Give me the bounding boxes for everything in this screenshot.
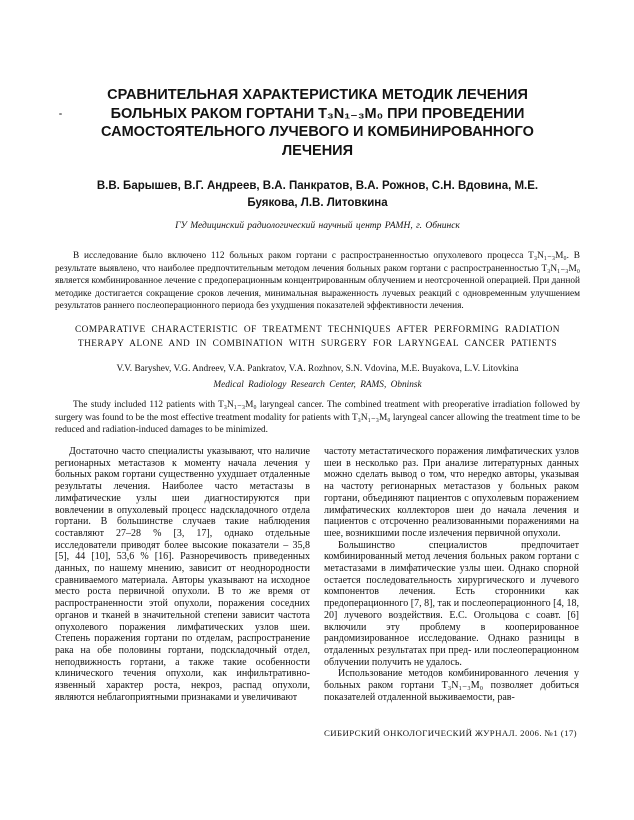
affiliation-ru: ГУ Медицинский радиологический научный центр РАМН, г. Обнинск	[175, 221, 460, 231]
body-paragraph: Использование методов комбинированного лечения у больных раком гортани T₃N₁₋₃M₀ позволяет добиться показателей отдаленной выживаемости, рав-	[324, 668, 579, 703]
abstract-ru: В исследование было включено 112 больных раком гортани с распространенностью опухолевого процесса T₃N₁₋₃M₀. В результате выявлено, что наиболее предпочтительным методом лечения больных раком гортани с распространенностью T₃N₁₋₃M₀ является комбинированное лечение с предоперационным концентрированным облучением и неотсроченной операцией. При данной методике достигается сокращение сроков лечения, минимальная выраженность лучевых реакций с одновременным улучшением результатов раннего послеоперационного периода без ухудшения показателей эффективности лечения.	[55, 251, 580, 312]
authors-ru: В.В. Барышев, В.Г. Андреев, В.А. Панкратов, В.А. Рожнов, С.Н. Вдовина, М.Е. Буякова, Л.В. Литовкина	[96, 180, 539, 209]
affiliation-en: Medical Radiology Research Center, RAMS, Obninsk	[213, 379, 422, 390]
article-title-ru: СРАВНИТЕЛЬНАЯ ХАРАКТЕРИСТИКА МЕТОДИК ЛЕЧЕНИЯ БОЛЬНЫХ РАКОМ ГОРТАНИ T₃N₁₋₃M₀ ПРИ ПРОВЕДЕНИИ САМОСТОЯТЕЛЬНОГО ЛУЧЕВОГО И КОМБИНИРОВАННОГО ЛЕЧЕНИЯ	[101, 87, 534, 159]
article-content	[55, 86, 580, 704]
abstract-en: The study included 112 patients with T₃N₁₋₃M₀ laryngeal cancer. The combined treatment with preoperative irradiation followed by surgery was found to be the most effective treatment modality for patients with T₃N₁₋₃M₀ laryngeal cancer allowing the treatment time to be reduced and radiation-induced damages to be minimized.	[55, 399, 580, 436]
body-column-left	[55, 446, 310, 703]
authors-en: V.V. Baryshev, V.G. Andreev, V.A. Pankratov, V.A. Rozhnov, S.N. Vdovina, M.E. Buyakova, L.V. Litovkina	[116, 363, 519, 374]
body-paragraph: частоту метастатического поражения лимфатических узлов шеи в несколько раз. При анализе литературных данных можно сделать вывод о том, что нередко авторы, указывая на частоту регионарных метастазов у больных раком гортани, объединяют пациентов с опухолевым поражением лимфатических коллекторов шеи до начала лечения и пациентов с отсроченно реализованными поражениями на шее, возникшими после излечения первичной опухоли.	[324, 446, 579, 539]
body-column-right	[324, 446, 579, 703]
body-paragraph: Достаточно часто специалисты указывают, что наличие регионарных метастазов к моменту начала лечения у больных раком гортани существенно ухудшает отдаленные результаты лечения. Наиболее часто метастазы в лимфатические узлы шеи диагностируются при вовлечении в опухолевый процесс надскладочного отдела гортани. В большинстве случаев такие наблюдения составляют 27–28 % [3, 17], однако отдельные исследователи приводят более высокие показатели – 35,8 [5], 44 [10], 53,6 % [16]. Разноречивость приведенных данных, по нашему мнению, зависит от неоднородности сравниваемого материала. Авторы указывают на исходное место роста первичной опухоли. В то же время от распространенности этой опухоли, поражения соседних органов и тканей в значительной степени зависит частота опухолевого поражения лимфатических узлов шеи. Степень поражения гортани по отделам, распространение рака на обе половины гортани, подскладочный отдел, неподвижность гортани, а также такие особенности клинического течения опухоли, как инфильтративно-язвенный характер роста, некроз, распад опухоли, являются неблагоприятными признаками и увеличивают	[55, 446, 310, 703]
body-paragraph: Большинство специалистов предпочитает комбинированный метод лечения больных раком гортани с метастазами в лимфатические узлы шеи. Однако спорной остается последовательность хирургического и лучевого компонентов лечения. Есть сторонники как предоперационного [7, 8], так и послеоперационного [4, 18, 20] лучевого воздействия. Е.С. Огольцова с соавт. [6] включили эту проблему в кооперированное рандомизированное исследование. Однако разницы в отдаленных результатах при пред- или послеоперационном облучении получить не удалось.	[324, 539, 579, 668]
body-columns	[55, 446, 580, 703]
article-title-en: COMPARATIVE CHARACTERISTIC OF TREATMENT TECHNIQUES AFTER PERFORMING RADIATION THERAPY ALONE AND IN COMBINATION WITH SURGERY FOR LARYNGEAL CANCER PATIENTS	[74, 324, 561, 349]
journal-footer: СИБИРСКИЙ ОНКОЛОГИЧЕСКИЙ ЖУРНАЛ. 2006. №1 (17)	[323, 728, 577, 738]
